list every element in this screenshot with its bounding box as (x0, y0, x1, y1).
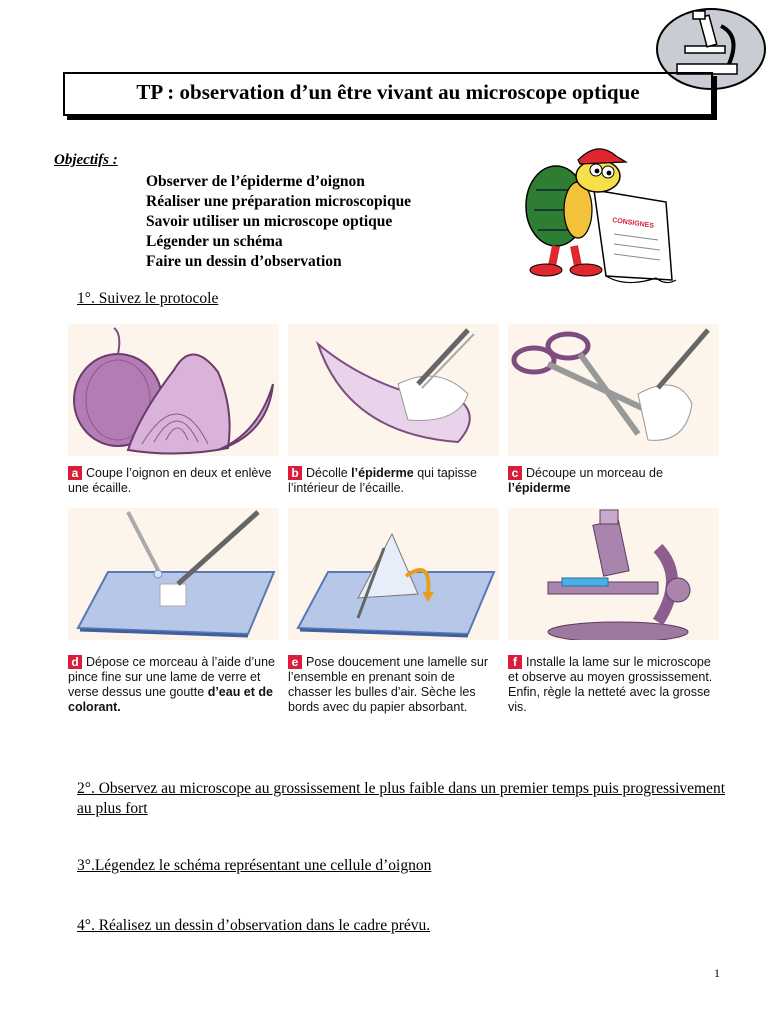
protocol-heading: 1°. Suivez le protocole (77, 290, 219, 307)
turtle-mascot-illustration (516, 130, 692, 290)
step-f-illustration (508, 508, 719, 640)
instruction-4: 4°. Réalisez un dessin d’observation dans le cadre prévu. (77, 917, 431, 934)
title-box (63, 72, 713, 116)
objectives-list (146, 172, 411, 272)
step-e-illustration (288, 508, 499, 640)
instruction-2: 2°. Observez au microscope au grossissement le plus faible dans un premier temps puis progressivement au plus fort (77, 780, 725, 817)
step-b-caption: b Décolle l’épiderme qui tapisse l’intérieur de l’écaille. (288, 466, 477, 495)
objective-item: Faire un dessin d’observation (146, 253, 342, 270)
step-b-illustration (288, 324, 499, 456)
sign-label: CONSIGNES (611, 217, 655, 230)
step-f-caption: f Installe la lame sur le microscope et observe au moyen grossissement. Enfin, règle la netteté avec la grosse vis. (508, 655, 713, 714)
page-number: 1 (714, 966, 720, 980)
step-d-illustration (68, 508, 279, 640)
objectives-label: Objectifs : (54, 152, 118, 168)
instruction-3: 3°.Légendez le schéma représentant une cellule d’oignon (77, 857, 432, 874)
objective-item: Légender un schéma (146, 233, 283, 250)
objective-item: Réaliser une préparation microscopique (146, 193, 412, 210)
step-a-illustration (68, 324, 279, 456)
page-title: TP : observation d’un être vivant au microscope optique (136, 80, 640, 104)
step-c-illustration (508, 324, 719, 456)
step-a-caption: a Coupe l’oignon en deux et enlève une écaille. (68, 466, 272, 495)
objective-item: Savoir utiliser un microscope optique (146, 213, 393, 230)
step-e-caption: e Pose doucement une lamelle sur l’ensemble en prenant soin de chasser les bulles d’air. Sèche les bords avec du papier absorbant. (288, 655, 489, 714)
objective-item: Observer de l’épiderme d’oignon (146, 173, 365, 190)
step-c-caption: c Découpe un morceau de l’épiderme (508, 466, 663, 495)
step-d-caption: d Dépose ce morceau à l’aide d’une pince fine sur une lame de verre et verse dessus une goutte d’eau et de colorant. (68, 655, 276, 714)
step-letter: a (68, 466, 82, 480)
